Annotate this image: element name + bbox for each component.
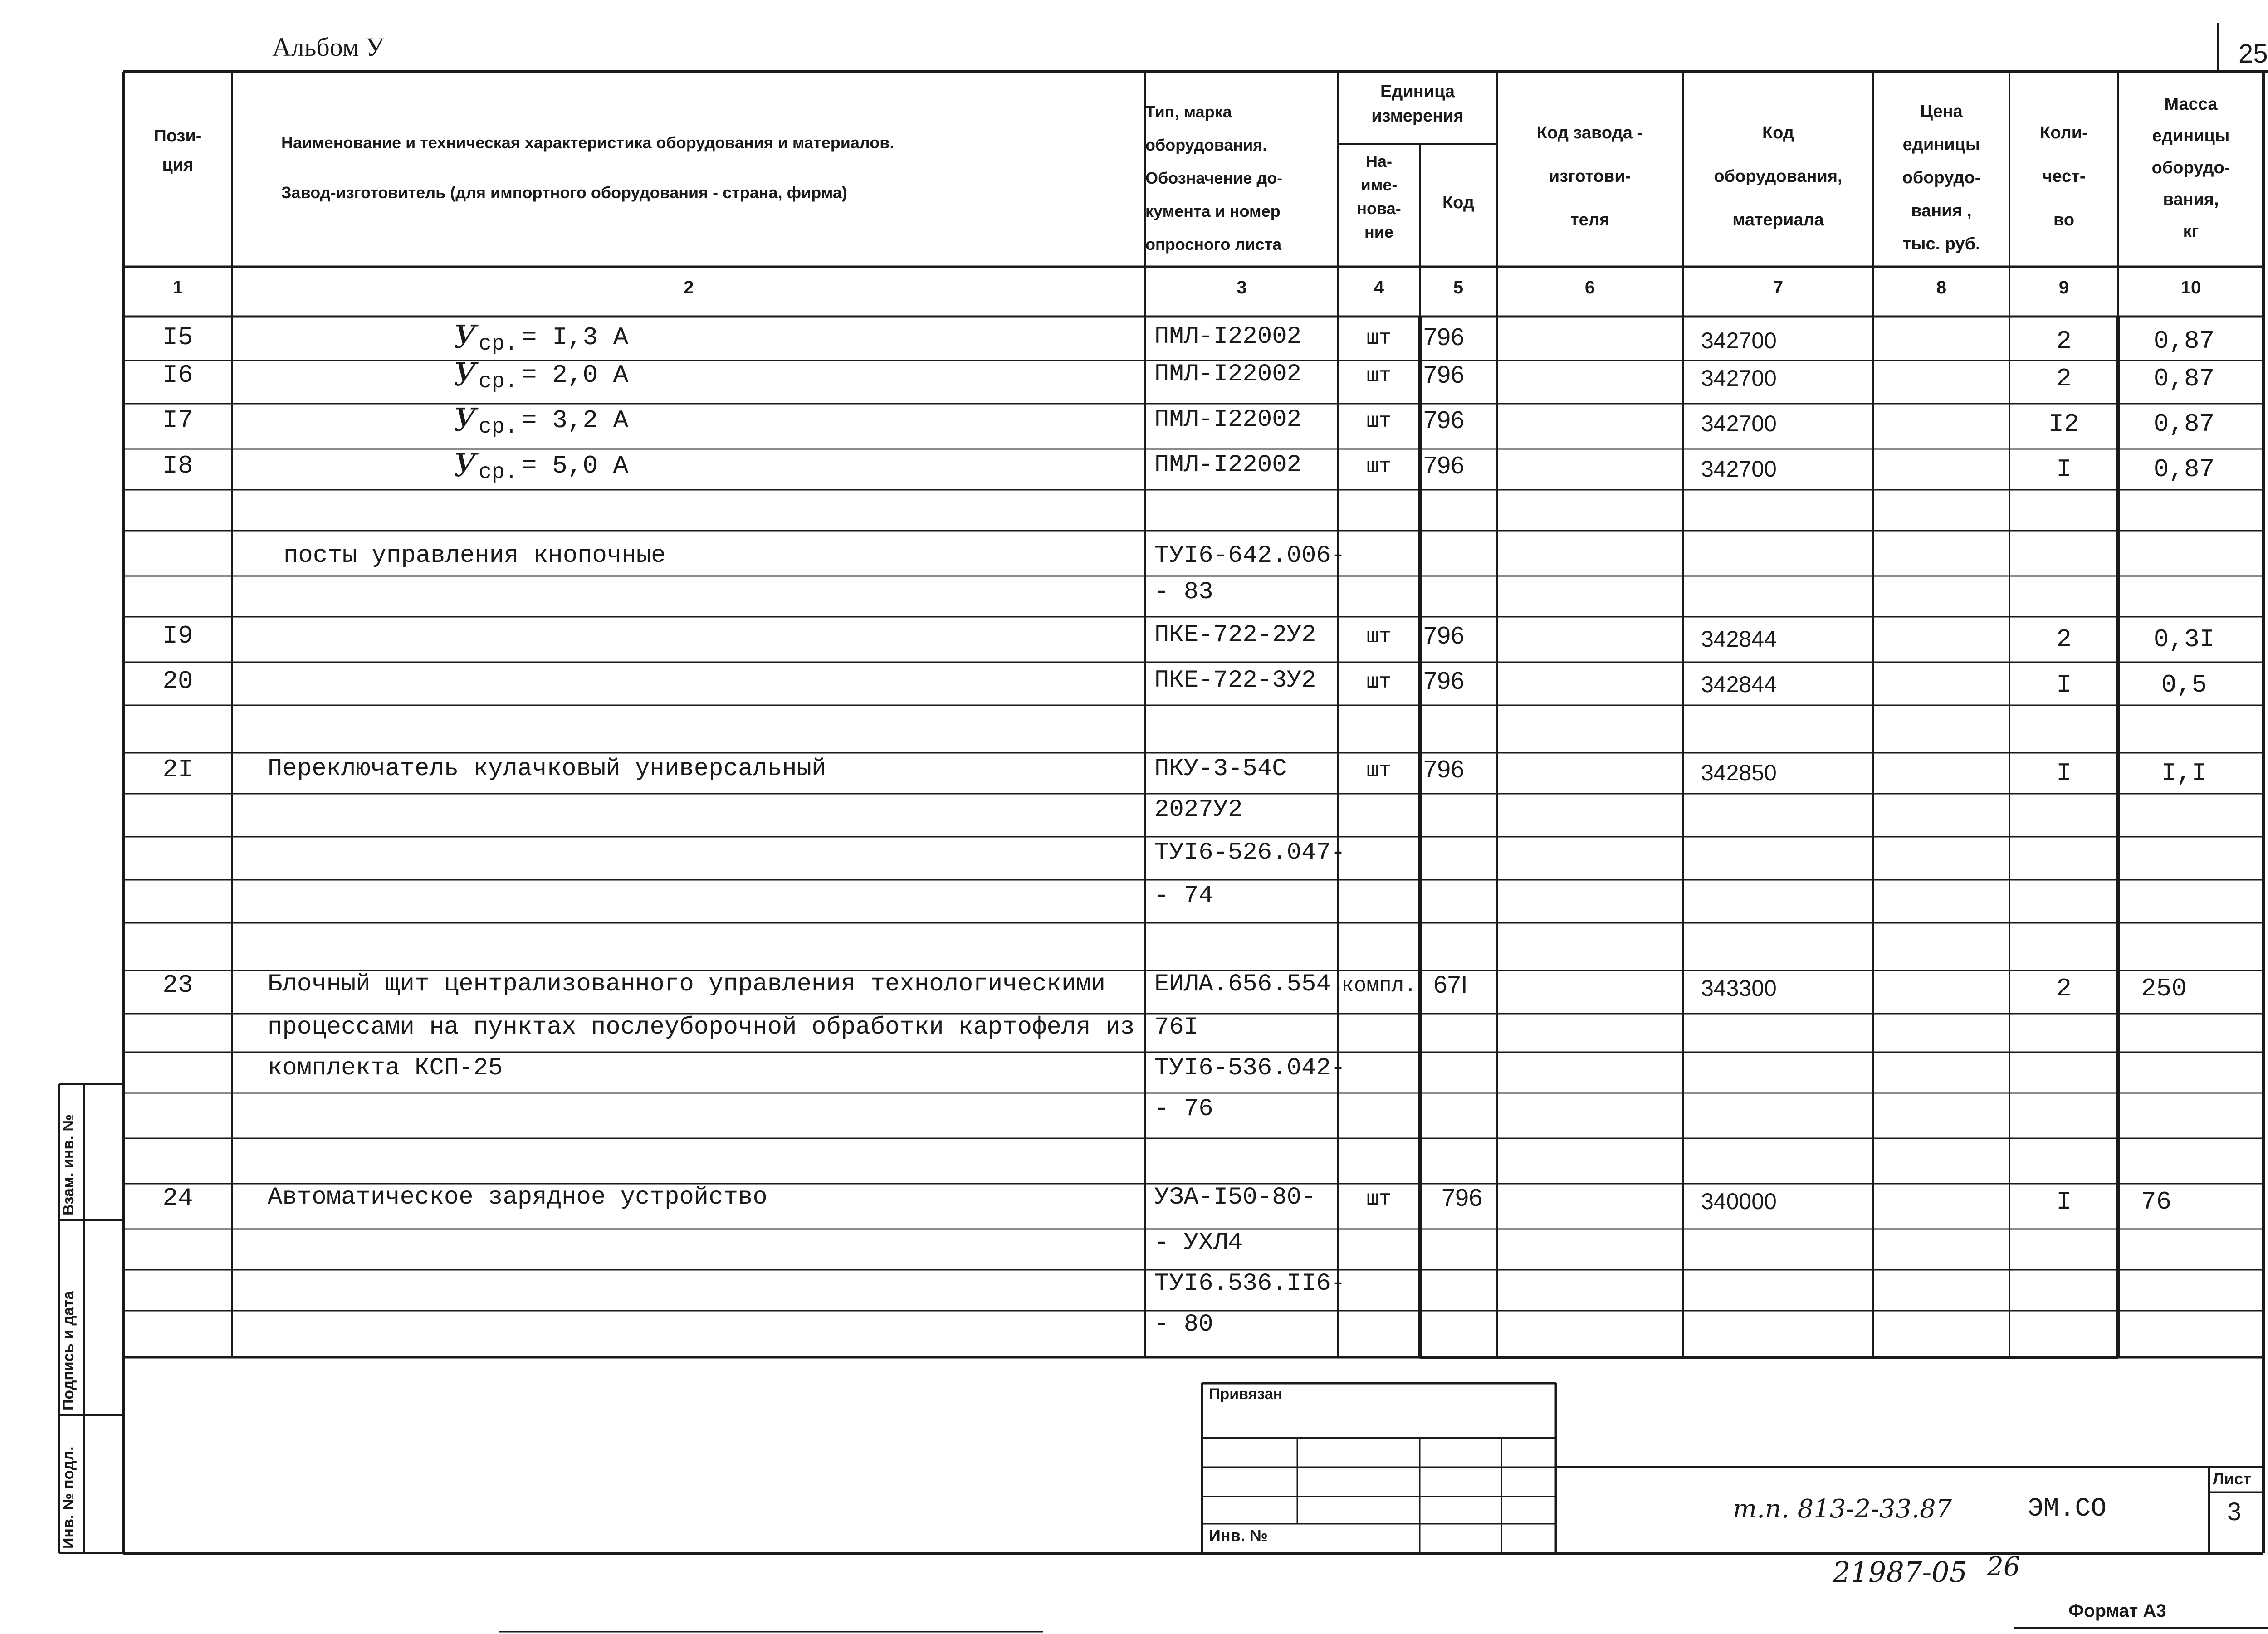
cell-quantity: 2 <box>2056 327 2072 356</box>
cell-quantity: I <box>2056 1187 2072 1216</box>
column-number: 1 <box>172 278 183 298</box>
cell-type: - 74 <box>1154 882 1213 910</box>
stamp-inv-no: Инв. № <box>1209 1526 1268 1545</box>
current-value: = 5,0 А <box>522 451 629 480</box>
cell-unit-code: 796 <box>1423 622 1465 649</box>
current-subscript: ср. <box>479 460 518 485</box>
cell-unit: шт <box>1366 759 1392 782</box>
cell-type: - УХЛ4 <box>1154 1229 1243 1257</box>
cell-unit: шт <box>1366 364 1392 388</box>
cell-unit-code: 796 <box>1441 1184 1483 1211</box>
cell-unit: шт <box>1366 670 1392 694</box>
header-unit: Единица измерения <box>1371 82 1464 126</box>
cell-type: ТУI6-642.006- <box>1154 542 1346 570</box>
cell-type: 2027У2 <box>1154 796 1243 824</box>
cell-mass: 0,5 <box>2161 670 2207 699</box>
cell-material-code: 342700 <box>1701 456 1777 482</box>
cell-mass: 0,87 <box>2153 410 2215 439</box>
cell-type: УЗА-I50-80- <box>1154 1184 1316 1211</box>
cell-type: 76I <box>1154 1014 1199 1041</box>
cell-position: I7 <box>162 406 193 435</box>
cell-mass: 0,3I <box>2153 625 2215 654</box>
column-number: 6 <box>1584 278 1595 298</box>
cell-name: Блочный щит централизованного управления технологическими <box>268 971 1106 998</box>
cell-type: ТУI6-526.047- <box>1154 839 1346 867</box>
cell-type: - 83 <box>1154 578 1213 606</box>
cell-unit-code: 796 <box>1423 361 1465 388</box>
cell-unit-code: 796 <box>1423 323 1465 351</box>
cell-type: ТУI6.536.II6- <box>1154 1270 1346 1297</box>
cell-mass: 0,87 <box>2153 455 2215 484</box>
cell-name: Переключатель кулачковый универсальный <box>268 755 826 783</box>
doc-reference: т.п. 813-2-33.87 <box>1733 1494 1952 1524</box>
cell-name: комплекта КСП-25 <box>268 1054 503 1082</box>
cell-quantity: I2 <box>2048 410 2079 439</box>
column-number: 4 <box>1374 278 1384 298</box>
cell-position: 20 <box>162 667 193 696</box>
cell-unit-code: 796 <box>1423 406 1465 434</box>
format-label: Формат А3 <box>2068 1601 2166 1621</box>
column-number: 3 <box>1237 278 1247 298</box>
cell-material-code: 340000 <box>1701 1189 1777 1214</box>
cell-name: процессами на пунктах послеуборочной обработки картофеля из <box>268 1014 1135 1041</box>
header-unit-name: На- име- нова- ние <box>1357 152 1401 241</box>
cell-unit: шт <box>1366 1187 1392 1211</box>
header-material-code: Код оборудования, материала <box>1714 123 1843 229</box>
cell-unit-code: 796 <box>1423 452 1465 479</box>
header-quantity: Коли- чест- во <box>2040 123 2088 229</box>
sheet-number: 3 <box>2227 1497 2242 1526</box>
cell-type: ПМЛ-I22002 <box>1154 323 1302 351</box>
cell-type: - 80 <box>1154 1311 1213 1338</box>
cell-unit: шт <box>1366 327 1392 350</box>
current-value: = I,3 А <box>522 323 629 352</box>
cell-mass: 0,87 <box>2153 364 2215 393</box>
cell-position: I5 <box>162 323 193 352</box>
header-price: Цена единицы оборудо- вания , тыс. руб. <box>1902 102 1981 254</box>
archive-number: 21987-05 <box>1833 1556 1968 1589</box>
cell-mass: 0,87 <box>2153 327 2215 356</box>
cell-position: I9 <box>162 621 193 650</box>
cell-quantity: I <box>2056 670 2072 699</box>
cell-quantity: I <box>2056 759 2072 788</box>
cell-unit: шт <box>1366 410 1392 433</box>
cell-quantity: 2 <box>2056 364 2072 393</box>
cell-unit: компл. <box>1341 974 1417 998</box>
cell-position: I8 <box>162 451 193 480</box>
side-label-signature-date: Подпись и дата <box>60 1291 77 1410</box>
cell-mass: I,I <box>2161 759 2207 788</box>
cell-material-code: 342700 <box>1701 328 1777 353</box>
column-number: 8 <box>1936 278 1947 298</box>
current-subscript: ср. <box>479 332 518 356</box>
cell-quantity: 2 <box>2056 974 2072 1003</box>
archive-page: 26 <box>1987 1551 2020 1582</box>
cell-material-code: 342850 <box>1701 760 1777 785</box>
current-symbol: У <box>454 318 477 356</box>
cell-type: - 76 <box>1154 1095 1213 1123</box>
current-value: = 2,0 А <box>522 361 629 390</box>
cell-material-code: 342844 <box>1701 672 1777 697</box>
cell-quantity: 2 <box>2056 625 2072 654</box>
column-number: 10 <box>2180 278 2201 298</box>
sheet-label: Лист <box>2213 1469 2252 1488</box>
cell-position: 2I <box>162 755 193 784</box>
cell-type: ПКЕ-722-2У2 <box>1154 621 1316 649</box>
cell-unit-code: 67I <box>1433 971 1468 998</box>
page-number: 25 <box>2239 39 2268 68</box>
column-number: 7 <box>1773 278 1784 298</box>
cell-unit: шт <box>1366 455 1392 478</box>
cell-unit-code: 796 <box>1423 667 1465 694</box>
current-symbol: У <box>454 401 477 439</box>
cell-material-code: 342844 <box>1701 626 1777 652</box>
cell-type: ПКУ-3-54С <box>1154 755 1287 783</box>
side-label-original-inv: Инв. № подл. <box>60 1446 77 1549</box>
cell-position: 23 <box>162 971 193 1000</box>
cell-position: 24 <box>162 1184 193 1213</box>
cell-material-code: 342700 <box>1701 366 1777 391</box>
header-name: Наименование и техническая характеристика оборудования и материалов. Завод-изготовитель (для импортного оборудования - страна, фирма) <box>281 133 894 202</box>
header-mass: Масса единицы оборудо- вания, кг <box>2151 95 2230 241</box>
current-subscript: ср. <box>479 370 518 394</box>
column-number: 9 <box>2058 278 2069 298</box>
header-position: Пози- ция <box>154 127 202 175</box>
cell-name: Автоматическое зарядное устройство <box>268 1184 767 1211</box>
cell-type: ПКЕ-722-3У2 <box>1154 667 1316 694</box>
cell-unit-code: 796 <box>1423 756 1465 783</box>
stamp-privyazan: Привязан <box>1209 1385 1283 1403</box>
cell-mass: 76 <box>2141 1187 2172 1216</box>
cell-mass: 250 <box>2141 974 2187 1003</box>
header-unit-code: Код <box>1442 193 1475 212</box>
header-type: Тип, марка оборудования. Обозначение до- кумента и номер опросного листа <box>1145 102 1283 254</box>
cell-type: ЕИЛА.656.554. <box>1154 971 1346 998</box>
doc-code: ЭМ.СО <box>2028 1494 2107 1524</box>
header-factory-code: Код завода - изготови- теля <box>1536 123 1643 229</box>
current-value: = 3,2 А <box>522 406 629 435</box>
album-label: Альбом У <box>272 32 384 62</box>
current-subscript: ср. <box>479 415 518 439</box>
cell-material-code: 343300 <box>1701 976 1777 1001</box>
column-number: 5 <box>1453 278 1464 298</box>
cell-position: I6 <box>162 361 193 390</box>
cell-type: ПМЛ-I22002 <box>1154 406 1302 434</box>
cell-quantity: I <box>2056 455 2072 484</box>
cell-type: ПМЛ-I22002 <box>1154 451 1302 479</box>
cell-material-code: 342700 <box>1701 411 1777 436</box>
cell-type: ТУI6-536.042- <box>1154 1054 1346 1082</box>
cell-unit: шт <box>1366 625 1392 649</box>
cell-name: посты управления кнопочные <box>284 542 666 570</box>
side-label-replaced-inv: Взам. инв. № <box>60 1114 77 1215</box>
cell-type: ПМЛ-I22002 <box>1154 361 1302 388</box>
current-symbol: У <box>454 356 477 393</box>
current-symbol: У <box>454 447 477 484</box>
column-number: 2 <box>684 278 694 298</box>
